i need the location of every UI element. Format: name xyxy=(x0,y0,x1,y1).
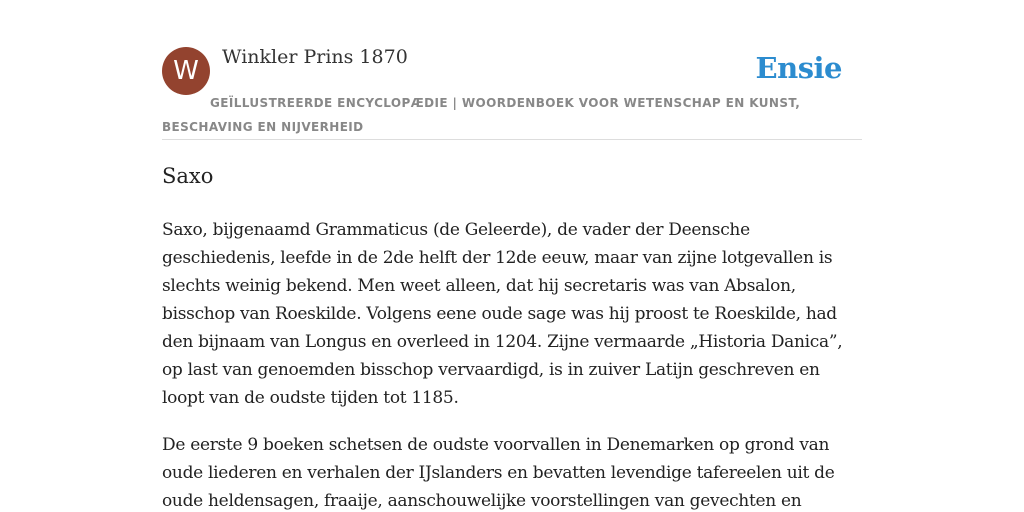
header xyxy=(162,0,862,140)
source-title[interactable]: Winkler Prins 1870 xyxy=(222,46,408,68)
article-body xyxy=(162,216,862,512)
article-paragraph: Saxo, bijgenaamd Grammaticus (de Geleerde), de vader der Deensche geschiedenis, leefde in de 2de helft der 12de eeuw, maar van zijne lotgevallen is slechts weinig bekend. Men weet alleen, dat hij secretaris was van Absalon, bisschop van Roeskilde. Volgens eene oude sage was hij proost te Roeskilde, had den bijnaam van Longus en overleed in 1204. Zijne vermaarde „Historia Danica”, op last van genoemden bisschop vervaardigd, is in zuiver Latijn geschreven en loopt van de oudste tijden tot 1185. xyxy=(162,220,843,408)
source-avatar[interactable]: W xyxy=(162,47,210,95)
page xyxy=(162,0,862,512)
source-subtitle: GEÏLLUSTREERDE ENCYCLOPÆDIE | WOORDENBOEK VOOR WETENSCHAP EN KUNST, BESCHAVING EN NIJVERHEID xyxy=(162,96,801,134)
article-title: Saxo xyxy=(162,164,214,188)
ensie-logo[interactable]: Ensie xyxy=(755,51,842,85)
article-paragraph: De eerste 9 boeken schetsen de oudste voorvallen in Denemarken op grond van oude liederen en verhalen der IJslanders en bevatten levendige tafereelen uit de oude heldensagen, fraaije, aanschouwelijke voorstellingen van gevechten en xyxy=(162,435,835,511)
